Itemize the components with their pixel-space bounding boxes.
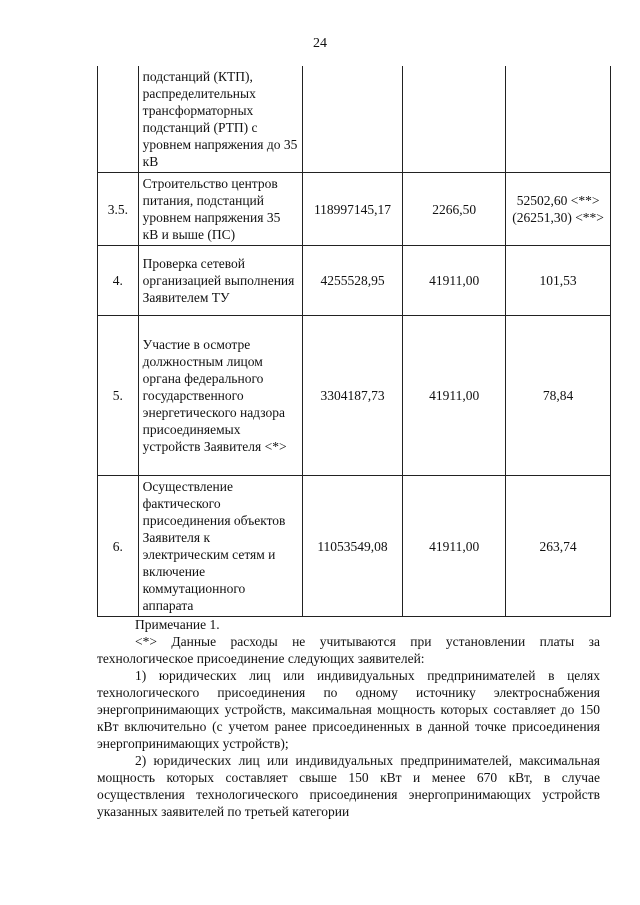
row-name: подстанций (КТП), распределительных трансформаторных подстанций (РТП) с уровнем напряжения до 35 кВ <box>138 66 302 173</box>
row-qty: 41911,00 <box>403 316 506 476</box>
row-total: 11053549,08 <box>302 476 402 617</box>
note-title: Примечание 1. <box>135 617 220 632</box>
row-total: 3304187,73 <box>302 316 402 476</box>
note-paragraph: <*> Данные расходы не учитываются при установлении платы за технологическое присоединение следующих заявителей: <box>97 634 600 666</box>
page-number: 24 <box>313 36 327 51</box>
row-total: 4255528,95 <box>302 246 402 316</box>
row-qty: 41911,00 <box>403 476 506 617</box>
row-qty <box>403 66 506 173</box>
row-number: 4. <box>98 246 139 316</box>
table-row <box>98 66 611 173</box>
row-number: 6. <box>98 476 139 617</box>
row-number <box>98 66 139 173</box>
row-rate: 101,53 <box>506 246 611 316</box>
cost-table <box>97 66 611 617</box>
table-row <box>98 476 611 617</box>
table-row <box>98 316 611 476</box>
row-rate: 52502,60 <**> (26251,30) <**> <box>506 173 611 246</box>
row-rate: 263,74 <box>506 476 611 617</box>
row-name: Проверка сетевой организацией выполнения Заявителем ТУ <box>138 246 302 316</box>
row-name: Осуществление фактического присоединения объектов Заявителя к электрическим сетям и включение коммутационного аппарата <box>138 476 302 617</box>
row-number: 3.5. <box>98 173 139 246</box>
note-paragraph: 1) юридических лиц или индивидуальных предпринимателей в целях технологического присоединения по одному источнику электроснабжения энергопринимающих устройств, максимальная мощность которых составляет до 150 кВт включительно (с учетом ранее присоединенных в данной точке присоединения энергопринимающих устройств); <box>97 668 600 751</box>
row-number: 5. <box>98 316 139 476</box>
row-name: Строительство центров питания, подстанций уровнем напряжения 35 кВ и выше (ПС) <box>138 173 302 246</box>
note-paragraph: 2) юридических лиц или индивидуальных предпринимателей, максимальная мощность которых составляет свыше 150 кВт и менее 670 кВт, в случае осуществления технологического присоединения энергопринимающих устройств указанных заявителей по третьей категории <box>97 753 600 819</box>
row-qty: 2266,50 <box>403 173 506 246</box>
row-rate <box>506 66 611 173</box>
row-total <box>302 66 402 173</box>
row-total: 118997145,17 <box>302 173 402 246</box>
table-row <box>98 173 611 246</box>
row-name: Участие в осмотре должностным лицом органа федерального государственного энергетического надзора присоединяемых устройств Заявителя <*> <box>138 316 302 476</box>
table-row <box>98 246 611 316</box>
row-qty: 41911,00 <box>403 246 506 316</box>
notes-section <box>97 616 600 820</box>
row-rate: 78,84 <box>506 316 611 476</box>
